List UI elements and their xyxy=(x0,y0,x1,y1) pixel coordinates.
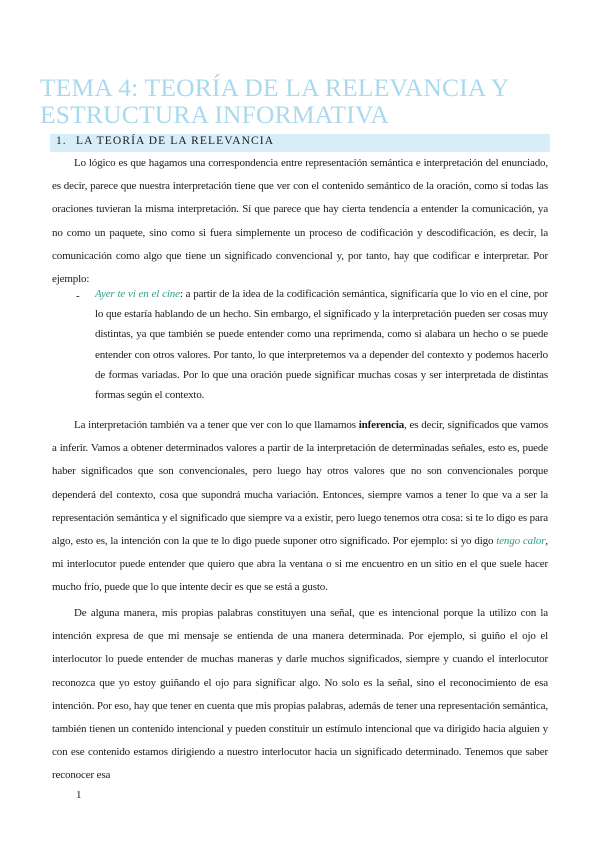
bullet-text: : a partir de la idea de la codificación semántica, significaría que lo vio en el cine, por lo que estaría hablando de un hecho. Sin embargo, el significado y la interpretación pueden ser cosas muy distintas, ya que también se puede entender como una reprimenda, como si alabara un hecho o se puede entender con otros valores. Por tanto, lo que interpretemos va a depender del contexto y podemos hacerlo de formas variadas. Por lo que una oración puede significar muchas cosas y ser interpretada de distintas formas según el contexto. xyxy=(95,288,548,402)
paragraph-text: , mi interlocutor puede entender que quiero que abra la ventana o si me encuentro en un sitio en el que suele hacer mucho frío, puede que lo que intente decir es que se está a gusto. xyxy=(52,535,548,594)
bold-term: inferencia xyxy=(358,419,405,431)
paragraph-text: , es decir, significados que vamos a inferir. Vamos a obtener determinados valores a partir de la interpretación de determinadas señales, esto es, puede haber significados que son convencionales, pero luego hay otros valores que no son convencionales porque dependerá del contexto, cosa que supondrá mucha variación. Entonces, siempre vamos a tener lo que va a ser la representación semántica y el significado que siempre va a existir, pero luego tenemos otra cosa: si te lo digo es para algo, esto es, la intención con la que te lo digo puede suponer otro significado. Por ejemplo: si yo digo xyxy=(52,419,548,548)
bullet-marker: - xyxy=(76,290,80,302)
section-number: 1. xyxy=(56,135,67,147)
paragraph-signal: De alguna manera, mis propias palabras constituyen una señal, que es intencional porque la utilizo con la intención expresa de que mi mensaje se entienda de una manera determinada. Por ejemplo, si guiño el ojo el interlocutor lo puede entender de muchas maneras y darle muchos significados, siempre y cuando el interlocutor reconozca que yo estoy guiñando el ojo para significar algo. No solo es la señal, sino el reconocimiento de esa intención. Por eso, hay que tener en cuenta que mis propias palabras, además de tener una representación semántica, también tienen un contenido intencional y pueden constituir un estímulo intencional que va dirigido hacia alguien y con ese contenido estamos dirigiendo a nuestro interlocutor hacia un significado determinado. Tenemos que saber reconocer esa xyxy=(52,607,548,782)
example-phrase: tengo calor xyxy=(496,535,546,548)
section-title: LA TEORÍA DE LA RELEVANCIA xyxy=(76,135,275,147)
paragraph-text: La interpretación también va a tener que ver con lo que llamamos xyxy=(74,419,359,431)
page-number: 1 xyxy=(76,789,82,801)
bullet-item xyxy=(95,284,548,405)
page-title: TEMA 4: TEORÍA DE LA RELEVANCIA Y ESTRUCTURA INFORMATIVA xyxy=(40,73,509,129)
paragraph-inference xyxy=(52,414,548,600)
example-phrase: Ayer te vi en el cine xyxy=(95,288,180,300)
paragraph-intro: Lo lógico es que hagamos una correspondencia entre representación semántica e interpretación del enunciado, es decir, parece que nuestra interpretación tiene que ver con el contenido semántico de la oración, como si todas las oraciones tuvieran la misma interpretación. Sí que parece que hay cierta tendencia a entender la comunicación, ya no como un paquete, sino como si fuera simplemente un proceso de codificación y descodificación, es decir, la comunicación como algo que tiene un significado convencional y, por tanto, hay que codificar e interpretar. Por ejemplo: xyxy=(52,157,548,286)
